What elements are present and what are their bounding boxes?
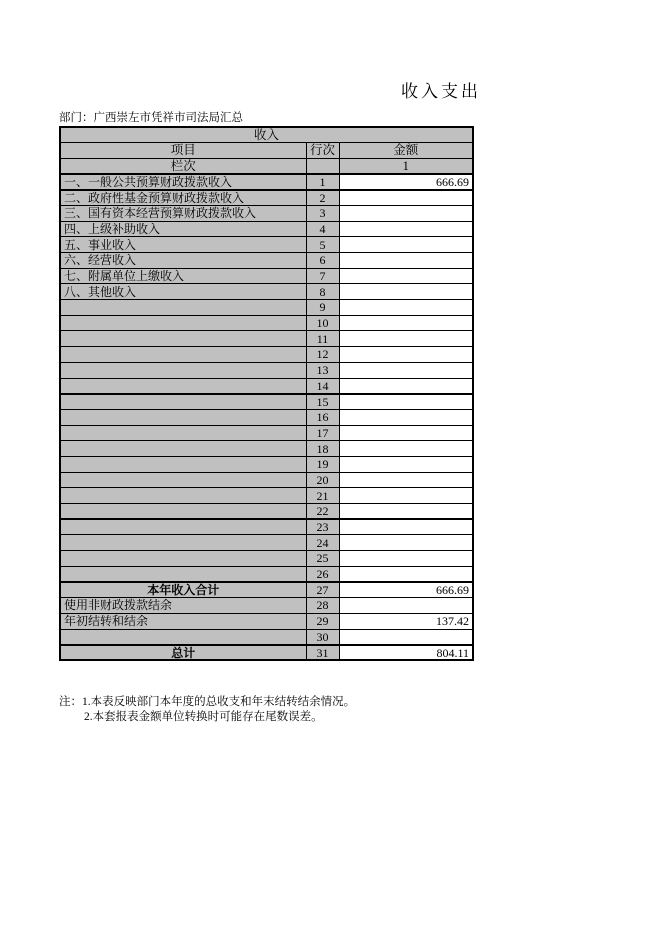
table-row bbox=[60, 472, 473, 488]
line-no-cell: 18 bbox=[306, 441, 339, 457]
table-row bbox=[60, 253, 473, 269]
table-row bbox=[60, 535, 473, 551]
item-cell: 年初结转和结余 bbox=[60, 613, 306, 629]
item-cell: 使用非财政拨款结余 bbox=[60, 598, 306, 614]
table-row bbox=[60, 362, 473, 378]
amount-cell: 804.11 bbox=[339, 645, 473, 661]
table-row bbox=[60, 629, 473, 645]
amount-cell bbox=[339, 441, 473, 457]
item-cell bbox=[60, 378, 306, 394]
item-cell: 六、经营收入 bbox=[60, 253, 306, 269]
table-row bbox=[60, 315, 473, 331]
amount-cell bbox=[339, 566, 473, 582]
table-row bbox=[60, 519, 473, 535]
department-line: 部门：广西崇左市凭祥市司法局汇总 bbox=[59, 112, 243, 124]
line-no-cell: 21 bbox=[306, 488, 339, 504]
line-no-cell: 23 bbox=[306, 519, 339, 535]
line-no-cell: 30 bbox=[306, 629, 339, 645]
amount-cell: 666.69 bbox=[339, 582, 473, 598]
table-row bbox=[60, 268, 473, 284]
table-row bbox=[60, 645, 473, 661]
item-cell bbox=[60, 331, 306, 347]
line-no-cell: 19 bbox=[306, 456, 339, 472]
line-no-cell: 7 bbox=[306, 268, 339, 284]
table-row bbox=[60, 284, 473, 300]
item-cell: 四、上级补助收入 bbox=[60, 221, 306, 237]
line-no-cell: 4 bbox=[306, 221, 339, 237]
item-cell bbox=[60, 504, 306, 520]
line-no-cell: 13 bbox=[306, 362, 339, 378]
item-cell: 总计 bbox=[60, 645, 306, 661]
table-row bbox=[60, 613, 473, 629]
item-cell bbox=[60, 300, 306, 316]
table-row bbox=[60, 190, 473, 206]
col-header-amount: 金额 bbox=[339, 143, 473, 159]
line-no-cell: 22 bbox=[306, 504, 339, 520]
table-row bbox=[60, 566, 473, 582]
item-cell: 三、国有资本经营预算财政拨款收入 bbox=[60, 205, 306, 221]
line-no-cell: 3 bbox=[306, 205, 339, 221]
line-no-cell: 9 bbox=[306, 300, 339, 316]
table-row bbox=[60, 300, 473, 316]
line-no-cell: 11 bbox=[306, 331, 339, 347]
amount-cell bbox=[339, 425, 473, 441]
column-index-label: 栏次 bbox=[60, 158, 306, 174]
item-cell bbox=[60, 566, 306, 582]
table-section-header-row bbox=[60, 127, 473, 143]
line-no-cell: 20 bbox=[306, 472, 339, 488]
item-cell: 七、附属单位上缴收入 bbox=[60, 268, 306, 284]
amount-cell bbox=[339, 237, 473, 253]
item-cell bbox=[60, 456, 306, 472]
table-row bbox=[60, 331, 473, 347]
line-no-cell: 28 bbox=[306, 598, 339, 614]
line-no-cell: 25 bbox=[306, 551, 339, 567]
table-row bbox=[60, 174, 473, 190]
amount-cell bbox=[339, 378, 473, 394]
col-header-line-no: 行次 bbox=[306, 143, 339, 159]
line-no-cell: 5 bbox=[306, 237, 339, 253]
line-no-cell: 14 bbox=[306, 378, 339, 394]
column-header-row bbox=[60, 143, 473, 159]
item-cell: 一、一般公共预算财政拨款收入 bbox=[60, 174, 306, 190]
item-cell bbox=[60, 488, 306, 504]
amount-cell bbox=[339, 535, 473, 551]
amount-cell bbox=[339, 362, 473, 378]
item-cell bbox=[60, 394, 306, 410]
item-cell bbox=[60, 425, 306, 441]
note-line: 2.本套报表金额单位转换时可能存在尾数误差。 bbox=[84, 711, 323, 723]
item-cell: 本年收入合计 bbox=[60, 582, 306, 598]
table-row bbox=[60, 504, 473, 520]
table-row bbox=[60, 488, 473, 504]
item-cell bbox=[60, 535, 306, 551]
amount-cell bbox=[339, 221, 473, 237]
column-index-line-no bbox=[306, 158, 339, 174]
amount-cell: 666.69 bbox=[339, 174, 473, 190]
line-no-cell: 17 bbox=[306, 425, 339, 441]
line-no-cell: 31 bbox=[306, 645, 339, 661]
amount-cell bbox=[339, 409, 473, 425]
amount-cell bbox=[339, 284, 473, 300]
column-index-amount: 1 bbox=[339, 158, 473, 174]
line-no-cell: 27 bbox=[306, 582, 339, 598]
item-cell: 二、政府性基金预算财政拨款收入 bbox=[60, 190, 306, 206]
amount-cell bbox=[339, 331, 473, 347]
line-no-cell: 1 bbox=[306, 174, 339, 190]
item-cell bbox=[60, 551, 306, 567]
table-section-title: 收入 bbox=[60, 127, 473, 143]
table-row bbox=[60, 551, 473, 567]
table-row bbox=[60, 441, 473, 457]
note-line: 注：1.本表反映部门本年度的总收支和年末结转结余情况。 bbox=[59, 696, 356, 708]
table-row bbox=[60, 205, 473, 221]
amount-cell bbox=[339, 300, 473, 316]
amount-cell: 137.42 bbox=[339, 613, 473, 629]
amount-cell bbox=[339, 551, 473, 567]
amount-cell bbox=[339, 268, 473, 284]
line-no-cell: 16 bbox=[306, 409, 339, 425]
item-cell bbox=[60, 347, 306, 363]
table-row bbox=[60, 456, 473, 472]
item-cell bbox=[60, 629, 306, 645]
table-row bbox=[60, 221, 473, 237]
item-cell bbox=[60, 315, 306, 331]
income-table bbox=[59, 126, 474, 661]
item-cell: 五、事业收入 bbox=[60, 237, 306, 253]
item-cell bbox=[60, 472, 306, 488]
line-no-cell: 26 bbox=[306, 566, 339, 582]
amount-cell bbox=[339, 253, 473, 269]
line-no-cell: 6 bbox=[306, 253, 339, 269]
item-cell bbox=[60, 519, 306, 535]
item-cell bbox=[60, 409, 306, 425]
amount-cell bbox=[339, 190, 473, 206]
amount-cell bbox=[339, 504, 473, 520]
table-row bbox=[60, 347, 473, 363]
line-no-cell: 10 bbox=[306, 315, 339, 331]
item-cell: 八、其他收入 bbox=[60, 284, 306, 300]
col-header-item: 项目 bbox=[60, 143, 306, 159]
amount-cell bbox=[339, 519, 473, 535]
item-cell bbox=[60, 362, 306, 378]
table-row bbox=[60, 425, 473, 441]
amount-cell bbox=[339, 394, 473, 410]
table-row bbox=[60, 598, 473, 614]
amount-cell bbox=[339, 629, 473, 645]
column-index-row bbox=[60, 158, 473, 174]
line-no-cell: 8 bbox=[306, 284, 339, 300]
table-row bbox=[60, 237, 473, 253]
line-no-cell: 2 bbox=[306, 190, 339, 206]
notes bbox=[59, 695, 355, 725]
amount-cell bbox=[339, 598, 473, 614]
page-title: 收入支出 bbox=[401, 82, 481, 101]
amount-cell bbox=[339, 205, 473, 221]
table-body bbox=[60, 174, 473, 660]
item-cell bbox=[60, 441, 306, 457]
table-row bbox=[60, 378, 473, 394]
amount-cell bbox=[339, 315, 473, 331]
line-no-cell: 15 bbox=[306, 394, 339, 410]
line-no-cell: 12 bbox=[306, 347, 339, 363]
table-row bbox=[60, 409, 473, 425]
amount-cell bbox=[339, 456, 473, 472]
line-no-cell: 24 bbox=[306, 535, 339, 551]
amount-cell bbox=[339, 347, 473, 363]
table-row bbox=[60, 582, 473, 598]
amount-cell bbox=[339, 472, 473, 488]
amount-cell bbox=[339, 488, 473, 504]
table-row bbox=[60, 394, 473, 410]
line-no-cell: 29 bbox=[306, 613, 339, 629]
